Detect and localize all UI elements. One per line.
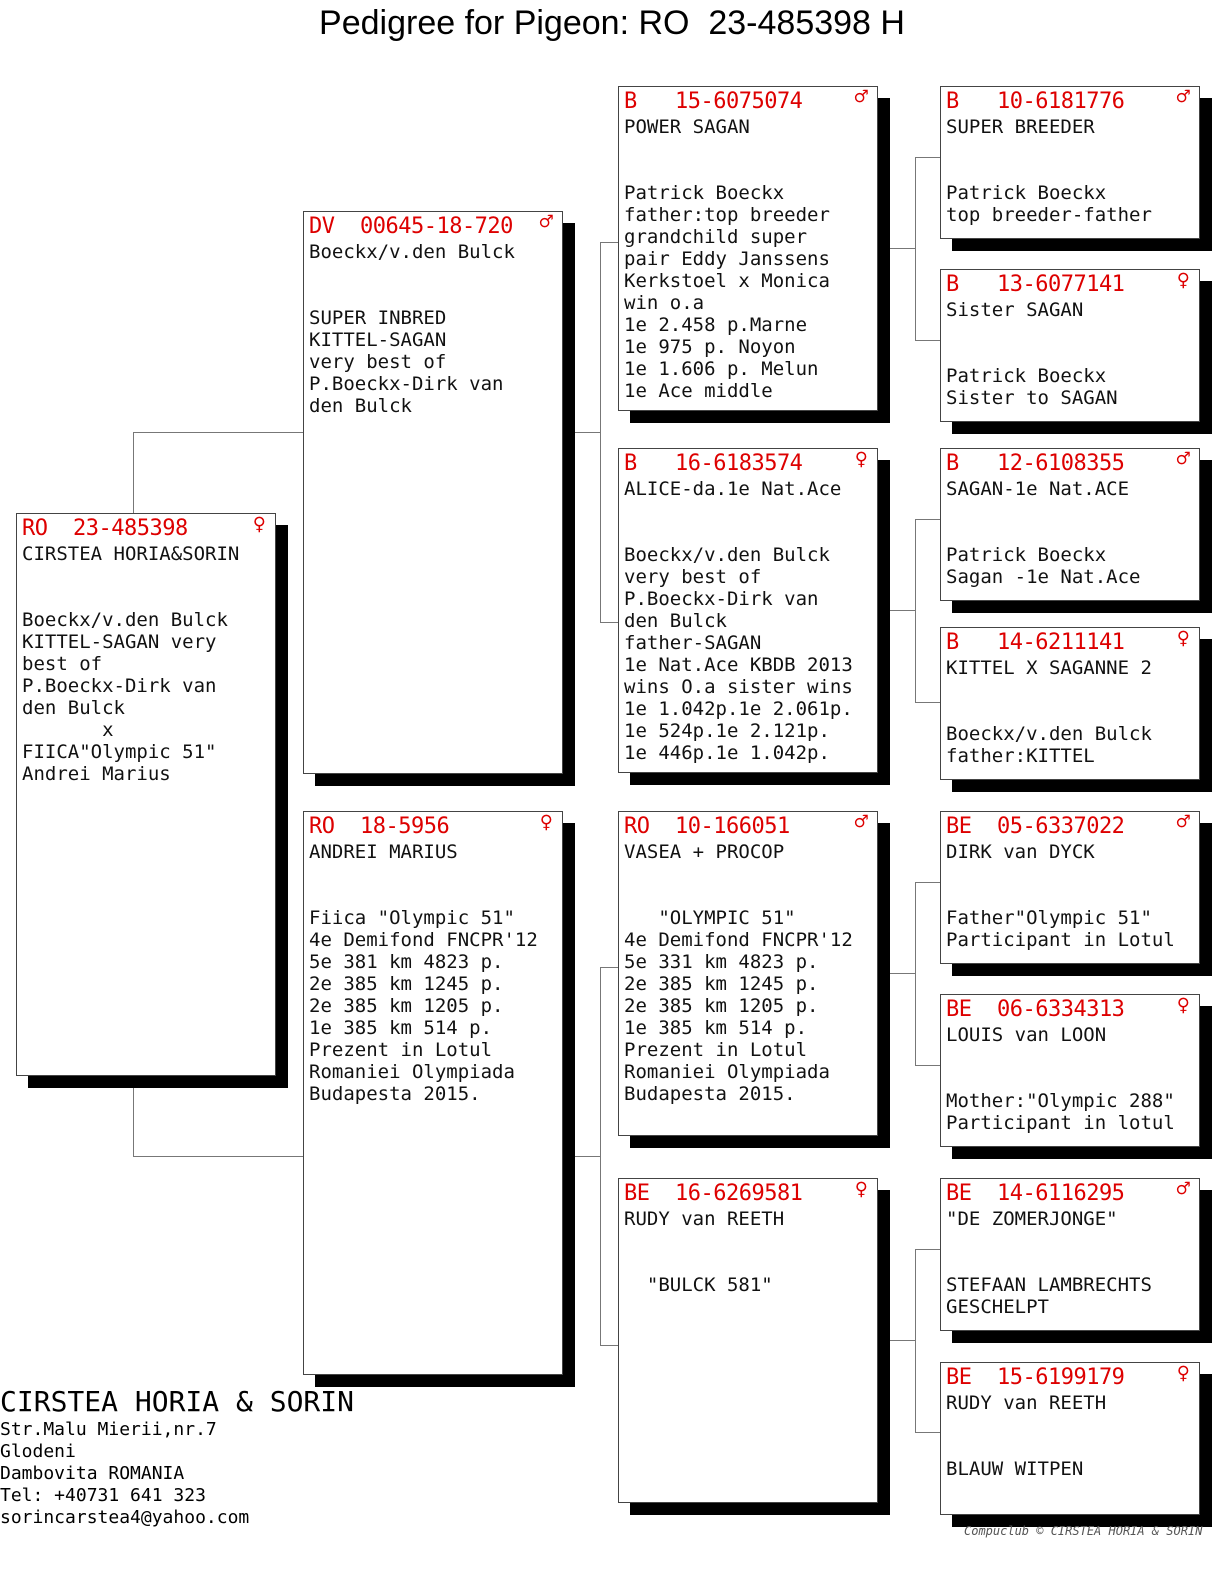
note-line: father:top breeder: [624, 204, 830, 226]
connector-line: [889, 248, 915, 249]
card-header: [946, 626, 1194, 656]
pigeon-notes: [624, 1274, 872, 1296]
pigeon-card-dss[interactable]: [940, 811, 1200, 964]
pigeon-notes: [624, 907, 872, 1105]
card-header: [624, 447, 872, 477]
connector-line: [600, 967, 601, 1345]
pigeon-name: RUDY van REETH: [946, 1392, 1107, 1414]
pigeon-name: SUPER BREEDER: [946, 116, 1095, 138]
connector-line: [574, 1156, 600, 1157]
card-header: [946, 1177, 1194, 1207]
pigeon-notes: [946, 907, 1194, 951]
note-line: 1e 385 km 514 p.: [624, 1017, 808, 1039]
note-line: Father"Olympic 51": [946, 907, 1152, 929]
note-line: 4e Demifond FNCPR'12: [624, 929, 853, 951]
note-line: father-SAGAN: [624, 632, 762, 654]
connector-line: [915, 157, 940, 158]
pigeon-card-dds[interactable]: [940, 1178, 1200, 1331]
note-line: 1e 385 km 514 p.: [309, 1017, 493, 1039]
owner-address-line: Glodeni: [0, 1441, 76, 1462]
note-line: 2e 385 km 1245 p.: [309, 973, 504, 995]
pigeon-card-sire-sire[interactable]: [618, 86, 878, 411]
note-line: Budapesta 2015.: [309, 1083, 481, 1105]
pigeon-name: POWER SAGAN: [624, 116, 750, 138]
pigeon-card-subject[interactable]: [16, 513, 276, 1076]
connector-line: [600, 1345, 619, 1346]
card-header: [309, 810, 557, 840]
note-line: 1e 975 p. Noyon: [624, 336, 796, 358]
connector-line: [600, 242, 601, 622]
card-header: [946, 1361, 1194, 1391]
pigeon-name: ALICE-da.1e Nat.Ace: [624, 478, 842, 500]
female-symbol-icon: ♀: [539, 810, 553, 835]
pigeon-name: KITTEL X SAGANNE 2: [946, 657, 1152, 679]
female-symbol-icon: ♀: [1176, 1361, 1190, 1386]
note-line: 1e 1.606 p. Melun: [624, 358, 819, 380]
pigeon-card-sire[interactable]: [303, 211, 563, 774]
ring-number: B 12-6108355: [946, 451, 1125, 476]
connector-line: [600, 242, 619, 243]
note-line: Sagan -1e Nat.Ace: [946, 566, 1141, 588]
note-line: 2e 385 km 1245 p.: [624, 973, 819, 995]
pigeon-card-dam[interactable]: [303, 811, 563, 1375]
note-line: 1e Ace middle: [624, 380, 773, 402]
note-line: Prezent in Lotul: [624, 1039, 808, 1061]
card-header: [624, 810, 872, 840]
female-symbol-icon: ♀: [1176, 268, 1190, 293]
card-header: [22, 512, 270, 542]
note-line: Patrick Boeckx: [946, 365, 1107, 387]
note-line: Budapesta 2015.: [624, 1083, 796, 1105]
note-line: "BULCK 581": [624, 1274, 773, 1296]
note-line: Participant in lotul: [946, 1112, 1175, 1134]
connector-line: [915, 340, 940, 341]
female-symbol-icon: ♀: [252, 512, 266, 537]
connector-line: [889, 1340, 915, 1341]
ring-number: BE 16-6269581: [624, 1181, 803, 1206]
female-symbol-icon: ♀: [854, 1177, 868, 1202]
card-header: [624, 85, 872, 115]
male-symbol-icon: ♂: [1176, 447, 1190, 472]
note-line: father:KITTEL: [946, 745, 1095, 767]
connector-line: [915, 157, 916, 340]
pigeon-card-ddd[interactable]: [940, 1362, 1200, 1515]
card-header: [946, 85, 1194, 115]
note-line: top breeder-father: [946, 204, 1152, 226]
connector-line: [133, 1156, 304, 1157]
note-line: Andrei Marius: [22, 763, 171, 785]
pigeon-notes: [946, 1274, 1194, 1318]
ring-number: BE 14-6116295: [946, 1181, 1125, 1206]
note-line: Participant in Lotul: [946, 929, 1175, 951]
pigeon-notes: [946, 723, 1194, 767]
ring-number: B 15-6075074: [624, 89, 803, 114]
note-line: SUPER INBRED: [309, 307, 447, 329]
note-line: den Bulck: [624, 610, 727, 632]
note-line: best of: [22, 653, 103, 675]
note-line: Sister to SAGAN: [946, 387, 1118, 409]
connector-line: [133, 432, 304, 433]
male-symbol-icon: ♂: [539, 210, 553, 235]
note-line: x: [22, 719, 114, 741]
card-header: [946, 993, 1194, 1023]
note-line: STEFAAN LAMBRECHTS: [946, 1274, 1152, 1296]
ring-number: B 14-6211141: [946, 630, 1125, 655]
note-line: 1e 2.458 p.Marne: [624, 314, 808, 336]
pigeon-notes: [946, 1458, 1194, 1480]
pigeon-card-sds[interactable]: [940, 448, 1200, 601]
connector-line: [915, 1249, 916, 1432]
note-line: KITTEL-SAGAN: [309, 329, 447, 351]
note-line: wins O.a sister wins: [624, 676, 853, 698]
connector-line: [600, 622, 619, 623]
pigeon-card-dsd[interactable]: [940, 994, 1200, 1147]
ring-number: BE 15-6199179: [946, 1365, 1125, 1390]
page-title: Pedigree for Pigeon: RO 23-485398 H: [319, 4, 905, 42]
pigeon-notes: [946, 182, 1194, 226]
connector-line: [915, 519, 916, 702]
connector-line: [574, 432, 600, 433]
pigeon-name: ANDREI MARIUS: [309, 841, 458, 863]
connector-line: [915, 702, 940, 703]
female-symbol-icon: ♀: [854, 447, 868, 472]
pigeon-card-dam-sire[interactable]: [618, 811, 878, 1136]
card-header: [309, 210, 557, 240]
connector-line: [915, 1249, 940, 1250]
pigeon-notes: [309, 907, 557, 1105]
note-line: Romaniei Olympiada: [624, 1061, 830, 1083]
pigeon-notes: [624, 182, 872, 402]
female-symbol-icon: ♀: [1176, 626, 1190, 651]
note-line: Fiica "Olympic 51": [309, 907, 515, 929]
note-line: P.Boeckx-Dirk van: [309, 373, 504, 395]
note-line: pair Eddy Janssens: [624, 248, 830, 270]
pigeon-name: LOUIS van LOON: [946, 1024, 1107, 1046]
connector-line: [133, 432, 134, 515]
pigeon-name: VASEA + PROCOP: [624, 841, 785, 863]
ring-number: RO 18-5956: [309, 814, 450, 839]
footer-credit: Compuclub © CIRSTEA HORIA & SORIN: [964, 1524, 1203, 1538]
connector-line: [915, 519, 940, 520]
pigeon-card-dam-dam[interactable]: [618, 1178, 878, 1503]
male-symbol-icon: ♂: [854, 810, 868, 835]
pigeon-card-sire-dam[interactable]: [618, 448, 878, 773]
note-line: den Bulck: [22, 697, 125, 719]
note-line: den Bulck: [309, 395, 412, 417]
note-line: Patrick Boeckx: [946, 182, 1107, 204]
note-line: win o.a: [624, 292, 705, 314]
connector-line: [915, 1432, 940, 1433]
note-line: grandchild super: [624, 226, 808, 248]
male-symbol-icon: ♂: [1176, 85, 1190, 110]
ring-number: RO 10-166051: [624, 814, 790, 839]
pigeon-card-ssd[interactable]: [940, 269, 1200, 422]
note-line: 4e Demifond FNCPR'12: [309, 929, 538, 951]
ring-number: BE 06-6334313: [946, 997, 1125, 1022]
card-header: [946, 447, 1194, 477]
owner-phone: Tel: +40731 641 323: [0, 1485, 206, 1506]
owner-email[interactable]: sorincarstea4@yahoo.com: [0, 1507, 250, 1528]
note-line: Mother:"Olympic 288": [946, 1090, 1175, 1112]
pigeon-name: RUDY van REETH: [624, 1208, 785, 1230]
note-line: 5e 331 km 4823 p.: [624, 951, 819, 973]
ring-number: B 16-6183574: [624, 451, 803, 476]
note-line: Patrick Boeckx: [624, 182, 785, 204]
connector-line: [915, 882, 916, 1065]
note-line: Romaniei Olympiada: [309, 1061, 515, 1083]
pigeon-name: CIRSTEA HORIA&SORIN: [22, 543, 240, 565]
card-header: [946, 268, 1194, 298]
pigeon-notes: [946, 1090, 1194, 1134]
note-line: Boeckx/v.den Bulck: [624, 544, 830, 566]
note-line: Prezent in Lotul: [309, 1039, 493, 1061]
pigeon-card-sdd[interactable]: [940, 627, 1200, 780]
pigeon-name: "DE ZOMERJONGE": [946, 1208, 1118, 1230]
note-line: GESCHELPT: [946, 1296, 1049, 1318]
pigeon-name: SAGAN-1e Nat.ACE: [946, 478, 1130, 500]
pigeon-name: Boeckx/v.den Bulck: [309, 241, 515, 263]
male-symbol-icon: ♂: [1176, 810, 1190, 835]
note-line: Patrick Boeckx: [946, 544, 1107, 566]
ring-number: B 10-6181776: [946, 89, 1125, 114]
note-line: Kerkstoel x Monica: [624, 270, 830, 292]
note-line: very best of: [624, 566, 762, 588]
note-line: Boeckx/v.den Bulck: [22, 609, 228, 631]
ring-number: BE 05-6337022: [946, 814, 1125, 839]
owner-name: CIRSTEA HORIA & SORIN: [0, 1385, 355, 1418]
note-line: 1e 1.042p.1e 2.061p.: [624, 698, 853, 720]
note-line: 2e 385 km 1205 p.: [624, 995, 819, 1017]
pigeon-notes: [309, 307, 557, 417]
pigeon-notes: [624, 544, 872, 764]
ring-number: DV 00645-18-720: [309, 214, 513, 239]
female-symbol-icon: ♀: [1176, 993, 1190, 1018]
owner-block: [0, 1385, 354, 1529]
note-line: KITTEL-SAGAN very: [22, 631, 217, 653]
note-line: P.Boeckx-Dirk van: [624, 588, 819, 610]
pigeon-notes: [946, 544, 1194, 588]
note-line: BLAUW WITPEN: [946, 1458, 1084, 1480]
male-symbol-icon: ♂: [1176, 1177, 1190, 1202]
connector-line: [133, 1086, 134, 1156]
connector-line: [889, 973, 915, 974]
owner-address-line: Str.Malu Mierii,nr.7: [0, 1419, 217, 1440]
connector-line: [600, 967, 619, 968]
note-line: FIICA"Olympic 51": [22, 741, 217, 763]
note-line: Boeckx/v.den Bulck: [946, 723, 1152, 745]
note-line: 5e 381 km 4823 p.: [309, 951, 504, 973]
ring-number: RO 23-485398: [22, 516, 188, 541]
male-symbol-icon: ♂: [854, 85, 868, 110]
connector-line: [915, 1065, 940, 1066]
pigeon-notes: [946, 365, 1194, 409]
connector-line: [889, 610, 915, 611]
pigeon-name: Sister SAGAN: [946, 299, 1084, 321]
pigeon-notes: [22, 609, 270, 785]
connector-line: [915, 882, 940, 883]
note-line: P.Boeckx-Dirk van: [22, 675, 217, 697]
card-header: [624, 1177, 872, 1207]
note-line: 1e 524p.1e 2.121p.: [624, 720, 830, 742]
note-line: very best of: [309, 351, 447, 373]
card-header: [946, 810, 1194, 840]
pigeon-card-sss[interactable]: [940, 86, 1200, 239]
note-line: 1e 446p.1e 1.042p.: [624, 742, 830, 764]
note-line: "OLYMPIC 51": [624, 907, 796, 929]
owner-address-line: Dambovita ROMANIA: [0, 1463, 185, 1484]
ring-number: B 13-6077141: [946, 272, 1125, 297]
note-line: 2e 385 km 1205 p.: [309, 995, 504, 1017]
pigeon-name: DIRK van DYCK: [946, 841, 1095, 863]
note-line: 1e Nat.Ace KBDB 2013: [624, 654, 853, 676]
